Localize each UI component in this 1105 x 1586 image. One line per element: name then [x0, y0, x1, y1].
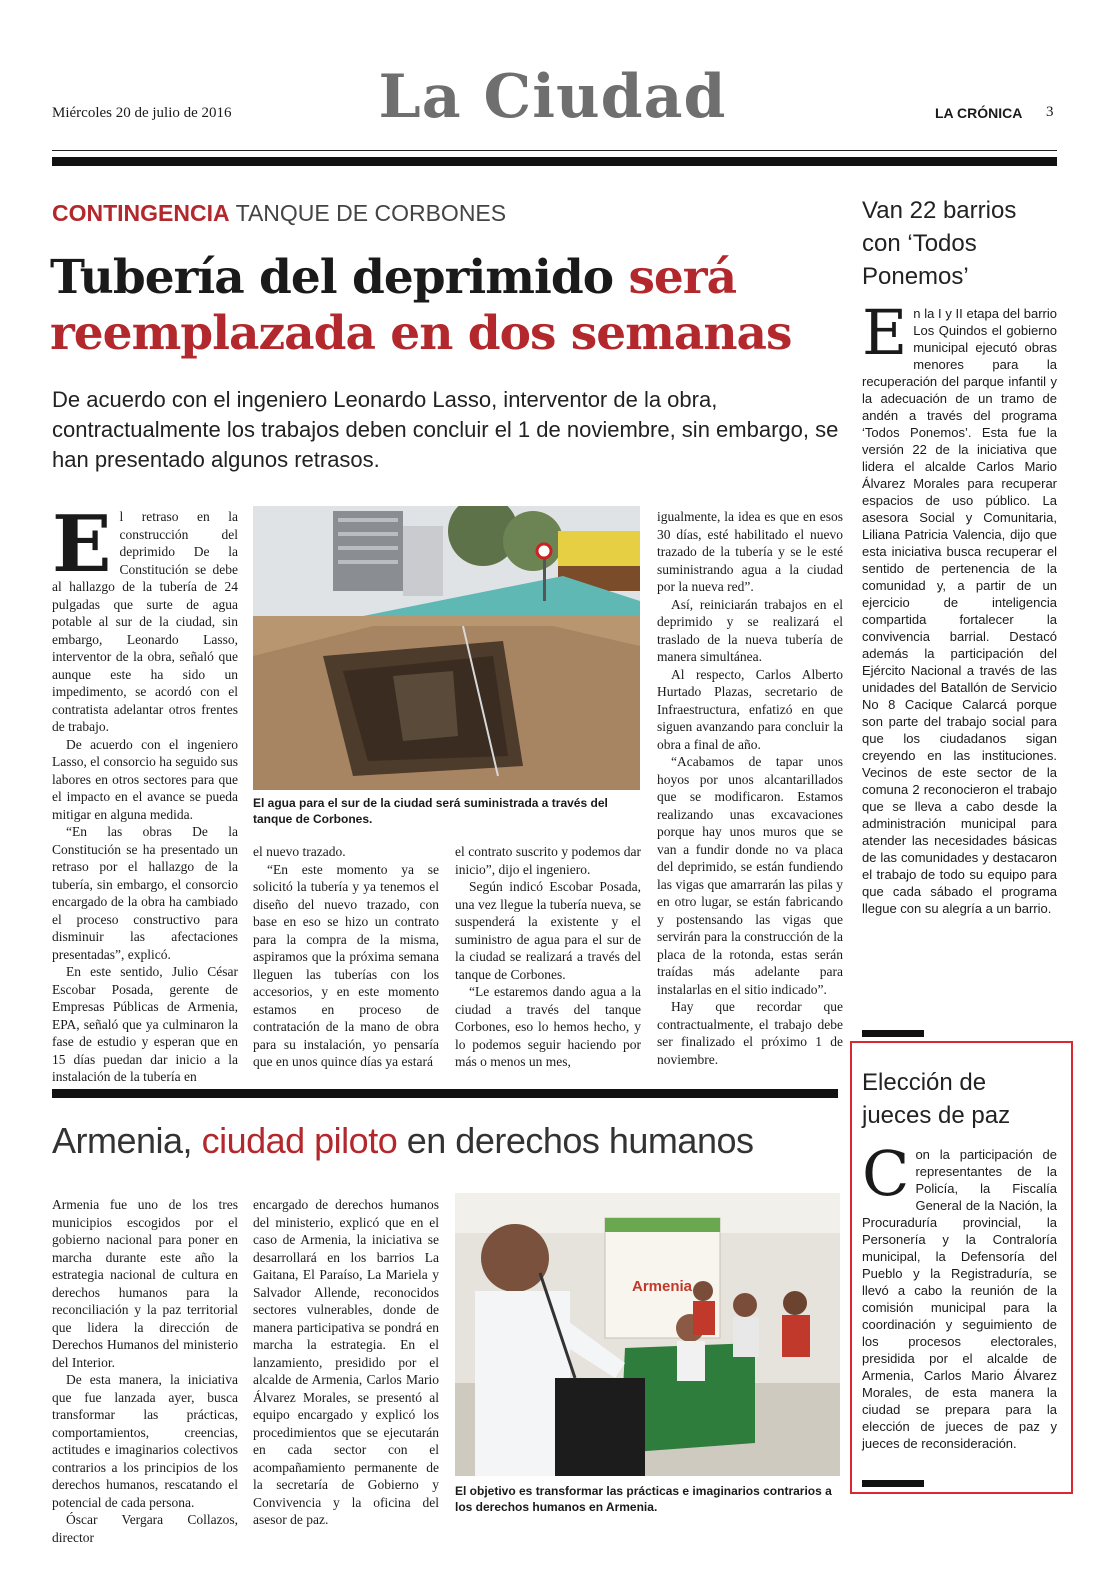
second-col1-p1: Armenia fue uno de los tres municipios escogidos por el gobierno nacional para poner en marcha durante este año la estrategia nacional de cultura en derechos humanos para la reconciliación y la paz territorial que lidera la dirección de Derechos Humanos del ministerio del Interior. — [52, 1197, 238, 1370]
main-column-3 — [455, 843, 641, 1071]
main-col1-p3: “En las obras De la Constitución se ha presentado un retraso por el hallazgo de la tubería, sin embargo, el consorcio encargado de la obra ha cambiado el proceso constructivo para disminuir las afectaciones presentadas”, explicó. — [52, 824, 238, 962]
main-col3-p1: el contrato suscrito y podemos dar inicio”, dijo el ingeniero. — [455, 844, 641, 877]
meeting-photo — [455, 1193, 840, 1476]
main-column-2 — [253, 843, 439, 1071]
section-title: La Ciudad — [378, 62, 727, 132]
second-headline — [52, 1120, 842, 1162]
main-col3-p3: “Le estaremos dando agua a la ciudad a través del tanque Corbones, eso lo hemos hecho, y lo podemos seguir haciendo por más o menos un mes, — [455, 984, 641, 1069]
main-col4-p3: Al respecto, Carlos Alberto Hurtado Plazas, secretario de Infraestructura, enfatizó en que siguen avanzando para concluir la obra a final de año. — [657, 666, 843, 752]
sidebar1-drop-cap: E — [862, 296, 908, 369]
main-col1-p1: l retraso en la construcción del deprimido De la Constitución se debe al hallazgo de la tubería de 24 pulgadas que surte de agua potable al sur de la ciudad, sin embargo, Leonardo Lasso, interventor de la obra, señaló que aunque este ha sido un impedimento, se acordó con el contratista adelantar otros frentes de trabajo. — [52, 509, 238, 734]
kicker-label: CONTINGENCIA — [52, 200, 230, 226]
meeting-photo-caption: El objetivo es transformar las prácticas e imaginarios contrarios a los derechos humanos en Armenia. — [455, 1484, 832, 1514]
main-col3-p2: Según indicó Escobar Posada, una vez llegue la tubería nueva, se suspenderá la existente y el suministro de agua para el sur de la ciudad se realizará a través del tanque de Corbones. — [455, 879, 641, 982]
issue-date: Miércoles 20 de julio de 2016 — [52, 105, 232, 121]
headline-black-part: Tubería del deprimido — [50, 250, 614, 305]
page-number: 3 — [1046, 104, 1054, 120]
main-col1-p2: De acuerdo con el ingeniero Lasso, el consorcio ha seguido sus labores en otros sectores para que el impacto en el avance se pueda mitigar en alguna medida. — [52, 736, 238, 822]
second-headline-pre: Armenia, — [52, 1120, 193, 1161]
sidebar2-body — [862, 1137, 1057, 1452]
main-col4-p1: igualmente, la idea es que en esos 30 días, esté habilitado el nuevo trazado de la tubería y se le esté suministrando agua a la ciudad por la nueva red”. — [657, 509, 843, 594]
sidebar2-end-bar — [862, 1480, 924, 1487]
drop-cap: E — [52, 499, 112, 590]
story-dek: De acuerdo con el ingeniero Leonardo Lasso, interventor de la obra, contractualmente los trabajos deben concluir el 1 de noviembre, sin embargo, se han presentado algunos retrasos. — [52, 387, 839, 472]
main-column-1 — [52, 499, 238, 1086]
main-col1-p4: En este sentido, Julio César Escobar Posada, gerente de Empresas Públicas de Armenia, EPA, señaló que ya culminaron la fase de estudio y esperan que en 15 días puedan dar inicio a la instalación de la tubería en — [52, 964, 238, 1084]
second-col1-p2: De esta manera, la iniciativa que fue lanzada ayer, busca transformar las prácticas, comportamientos, creencias, actitudes e imaginarios colectivos contrarios a los principios de los derechos humanos, rescatando el potencial de cada persona. — [52, 1372, 238, 1510]
second-headline-post: en derechos humanos — [406, 1120, 754, 1161]
banner-logo-text: Armenia — [631, 1278, 693, 1295]
main-col4-p4: “Acabamos de tapar unos hoyos por unos alcantarillados que se modificaron. Estamos realizando unas excavaciones porque hay unos muros que se van a fundir donde no va placa del deprimido, se están fundiendo las vigas que amarrarán las pilas y en otro lugar, se están fabricando y postensando las vigas que servirán para la construcción de la placa de la rotonda, estas serán traídas más adelante para instalarlas en el sitio indicado”. — [657, 754, 843, 997]
meeting-illustration — [455, 1193, 840, 1476]
excavation-photo-caption: El agua para el sur de la ciudad será suministrada a través del tanque de Corbones. — [253, 796, 608, 826]
newspaper-name: LA CRÓNICA — [935, 105, 1023, 121]
story-kicker — [52, 200, 506, 227]
main-col2-p2: “En este momento ya se solicitó la tubería y ya tenemos el diseño del nuevo trazado, con base en eso se hizo un contrato para la compra de la misma, aspiramos que la próxima semana lleguen las tuberías con los accesorios, y en este momento estamos en proceso de contratación de la mano de obra para su instalación, yo pensaría que en unos quince días ya estará — [253, 861, 439, 1069]
second-column-1 — [52, 1196, 238, 1546]
headline-red-part: será reemplazada en dos semanas — [50, 250, 792, 361]
sidebar2-drop-cap: C — [862, 1137, 910, 1210]
masthead-thin-rule — [52, 150, 1057, 151]
excavation-illustration — [253, 506, 640, 790]
second-column-2 — [253, 1196, 439, 1529]
main-col4-p5: Hay que recordar que contractualmente, el trabajo debe ser finalizado el próximo 1 de noviembre. — [657, 999, 843, 1067]
main-col4-p2: Así, reiniciarán trabajos en el deprimido y se realizará el traslado de la nueva tubería de manera simultánea. — [657, 596, 843, 664]
main-headline — [50, 250, 850, 362]
sidebar1-text: n la I y II etapa del barrio Los Quindos el gobierno municipal ejecutó obras menores para la recuperación del parque infantil y la adecuación de un tramo de andén a través del programa ‘Todos Ponemos’. Esta fue la versión 22 de la iniciativa que lidera el alcalde Carlos Mario Álvarez Morales para recuperar espacios de uso público. La asesora Social y Comunitaria, Liliana Patricia Valencia, dijo que esta iniciativa busca recuperar el sentido de pertenencia de la comunidad y, a partir de un ejercicio de inteligencia compartida fortalecer la convivencia barrial. Destacó además la participación del Ejército Nacional a través de las unidades del Batallón de Servicio No 8 Cacique Calarcá porque son parte del trabajo social para que los ciudadanos sigan creyendo en las instituciones. Vecinos de este sector de la comuna 2 reconocieron el trabajo que se lleva a cabo desde la administración municipal para atender las necesidades básicas de las comunidades y destacaron el trabajo de todo su equipo para que cada sábado el programa llegue con su alegría a un barrio. — [862, 306, 1057, 916]
second-story-rule — [52, 1089, 838, 1098]
main-column-4 — [657, 508, 843, 1068]
sidebar1-body — [862, 296, 1057, 917]
sidebar2-title: Elección de jueces de paz — [862, 1069, 1011, 1129]
sidebar1-end-bar — [862, 1030, 924, 1037]
excavation-photo — [253, 506, 640, 790]
second-col1-p3: Óscar Vergara Collazos, director — [52, 1512, 238, 1545]
second-col2-p1: encargado de derechos humanos del ministerio, explicó que en el caso de Armenia, la iniciativa se desarrollará en los barrios La Gaitana, El Paraíso, La Mariela y Salvador Allende, reconocidos sectores vulnerables, donde de manera participativa se pondrá en marcha la estrategia. En el lanzamiento, presidido por el alcalde de Armenia, Carlos Mario Álvarez Morales, se presentó al equipo encargado y explicó los procedimientos que se ejecutarán en cada sector con el acompañamiento permanente de la secretaría de Gobierno y Convivencia y la oficina del asesor de paz. — [253, 1197, 439, 1527]
masthead-thick-rule — [52, 157, 1057, 166]
kicker-topic: TANQUE DE CORBONES — [235, 200, 507, 226]
second-headline-red: ciudad piloto — [201, 1120, 398, 1161]
sidebar2-text: on la participación de representantes de la Policía, la Fiscalía General de la Nación, la Procuraduría provincial, la Personería y la Contraloría municipal, la Defensoría del Pueblo y la Registraduría, se llevó a cabo la reunión de la comisión municipal para la coordinación y seguimiento de los procesos electorales, presidida por el alcalde de Armenia, Carlos Mario Álvarez Morales, de esta manera la ciudad se prepara para la elección de jueces de paz y jueces de reconsideración. — [862, 1147, 1057, 1451]
sidebar1-title: Van 22 barrios con ‘Todos Ponemos’ — [862, 197, 1017, 290]
main-col2-p1: el nuevo trazado. — [253, 844, 346, 859]
